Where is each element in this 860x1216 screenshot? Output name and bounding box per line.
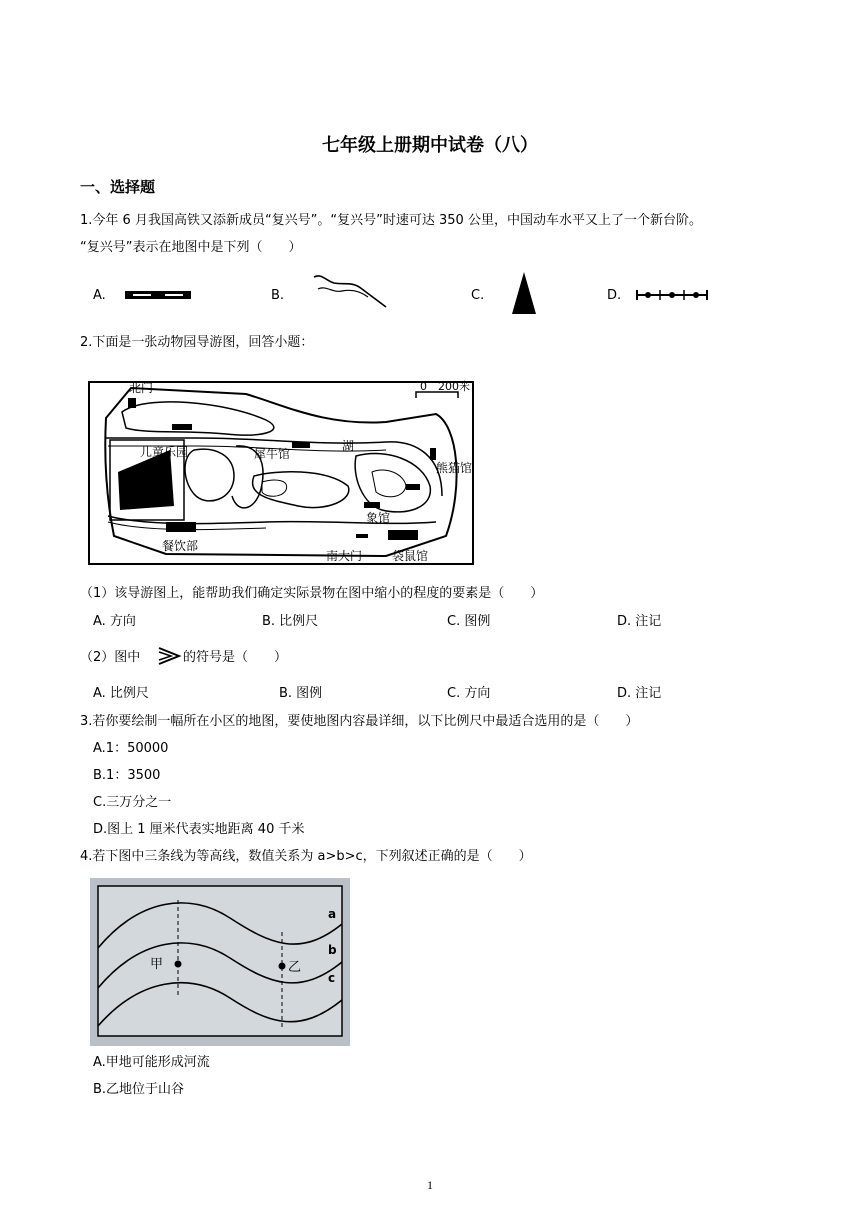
map-label-kids-park: 儿童乐园 [140,445,189,459]
q2-sub1-option-b: B. 比例尺 [262,614,319,629]
highway-dot-symbol-icon [636,288,708,302]
contour-label-c: c [328,971,336,985]
q4-option-b: B.乙地位于山谷 [93,1082,185,1097]
map-label-lake: 湖 [342,439,355,453]
page-number: 1 [427,1178,433,1192]
q3-stem: 3.若你要绘制一幅所在小区的地图，要使地图内容最详细，以下比例尺中最适合选用的是（ ） [80,714,639,729]
q1-option-b: B. [271,288,285,303]
q1-option-c: C. [471,288,485,303]
q2-sub2-option-c: C. 方向 [447,686,491,701]
q4-stem: 4.若下图中三条线为等高线，数值关系为 a>b>c，下列叙述正确的是（ ） [80,849,532,864]
q2-stem: 2.下面是一张动物园导游图，回答小题： [80,335,314,350]
map-label-panda: 熊猫馆 [436,461,473,475]
map-label-restaurant: 餐饮部 [162,539,199,553]
q2-sub1-option-d: D. 注记 [617,614,662,629]
q2-sub2-option-b: B. 图例 [279,686,323,701]
q3-option-a: A.1：50000 [93,741,169,756]
map-label-south-gate: 南大门 [326,549,363,563]
map-label-kangaroo: 袋鼠馆 [392,549,429,563]
q2-sub1-stem: （1）该导游图上，能帮助我们确定实际景物在图中缩小的程度的要素是（ ） [80,586,544,601]
q1-option-a: A. [93,288,106,303]
contour-label-b: b [328,943,337,957]
q2-sub2-stem-before: （2）图中 [80,650,141,665]
q3-option-b: B.1：3500 [93,768,161,783]
q1-stem-line1: 1.今年 6 月我国高铁又添新成员“复兴号”。“复兴号”时速可达 350 公里，中国动车水平又上了一个新台阶。 [80,213,702,228]
q2-sub1-option-c: C. 图例 [447,614,491,629]
contour-label-a: a [328,907,337,921]
section-heading: 一、选择题 [80,178,156,196]
q2-sub1-option-a: A. 方向 [93,614,136,629]
page-title: 七年级上册期中试卷（八） [322,135,538,156]
q3-option-c: C.三万分之一 [93,795,172,810]
q2-sub2-option-a: A. 比例尺 [93,686,149,701]
q3-option-d: D.图上 1 厘米代表实地距离 40 千米 [93,822,305,837]
q2-sub2-stem-after: 的符号是（ ） [183,650,288,665]
contour-label-jia: 甲 [150,957,164,972]
zoo-guide-map [86,376,478,570]
q2-sub2-option-d: D. 注记 [617,686,662,701]
map-label-scale: 0 200米 [420,380,470,393]
river-symbol-icon [312,271,388,311]
map-label-north-gate: 北门 [129,381,154,395]
q4-option-a: A.甲地可能形成河流 [93,1055,210,1070]
contour-label-yi: 乙 [288,960,302,975]
contour-line-diagram [90,878,350,1046]
road-legend-symbol-icon [157,644,181,668]
q1-stem-line2: “复兴号”表示在地图中是下列（ ） [80,240,302,255]
map-label-rhino: 犀牛馆 [254,447,291,461]
q1-option-d: D. [607,288,622,303]
mountain-peak-icon [510,270,538,316]
map-label-elephant: 象馆 [366,511,391,525]
railway-symbol-icon [125,288,191,302]
